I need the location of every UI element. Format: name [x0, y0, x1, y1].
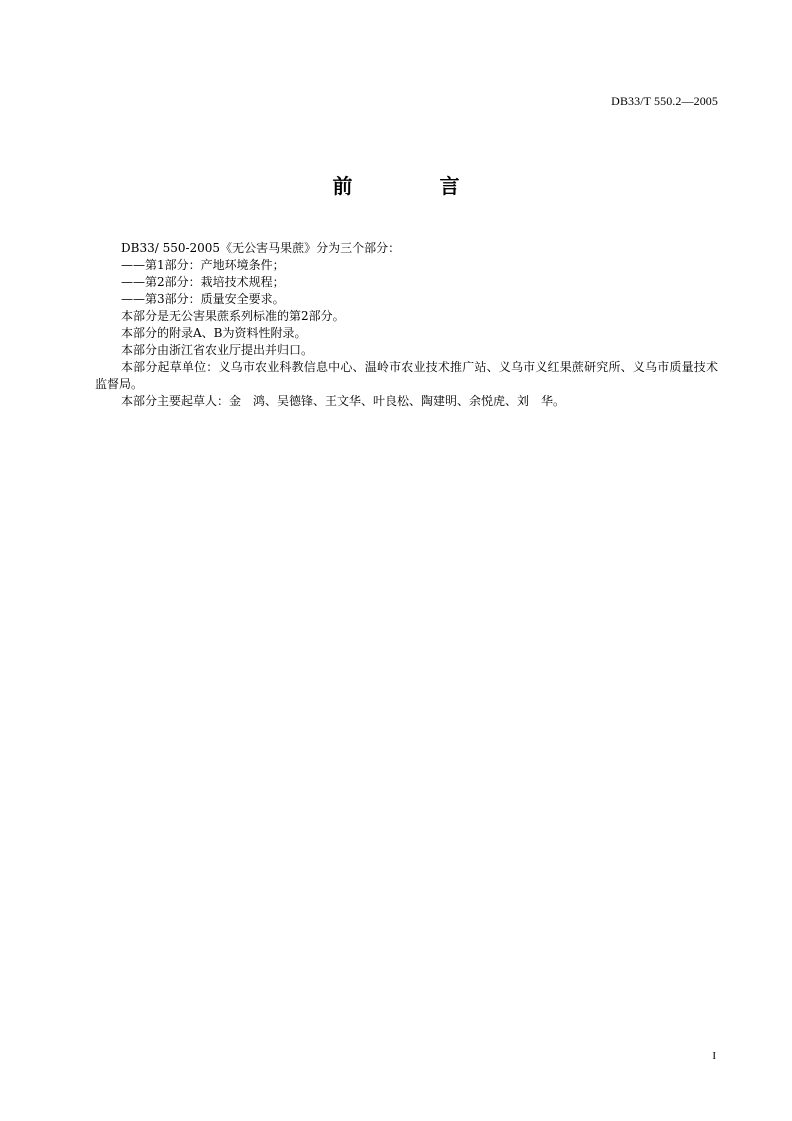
standard-code: DB33/T 550.2—2005	[611, 94, 718, 108]
page-number: I	[712, 1050, 716, 1062]
page-title: 前 言	[332, 174, 500, 198]
paragraph-appendix-note: 本部分的附录A、B为资料性附录。	[121, 326, 307, 340]
paragraph-series-note: 本部分是无公害果蔗系列标准的第2部分。	[121, 309, 345, 323]
foreword-body	[95, 240, 718, 410]
paragraph-proposer: 本部分由浙江省农业厅提出并归口。	[121, 343, 314, 357]
paragraph-drafters: 本部分主要起草人：金 鸿、吴德锋、王文华、叶良松、陶建明、余悦虎、刘 华。	[121, 394, 566, 408]
paragraph-part-2: ——第2部分：栽培技术规程；	[121, 275, 285, 289]
paragraph-parts-intro: DB33/ 550-2005《无公害马果蔗》分为三个部分：	[121, 241, 401, 255]
paragraph-part-3: ——第3部分：质量安全要求。	[121, 292, 285, 306]
paragraph-part-1: ——第1部分：产地环境条件；	[121, 258, 285, 272]
paragraph-drafting-units: 本部分起草单位：义乌市农业科教信息中心、温岭市农业技术推广站、义乌市义红果蔗研究所、义乌市质量技术监督局。	[95, 360, 718, 391]
